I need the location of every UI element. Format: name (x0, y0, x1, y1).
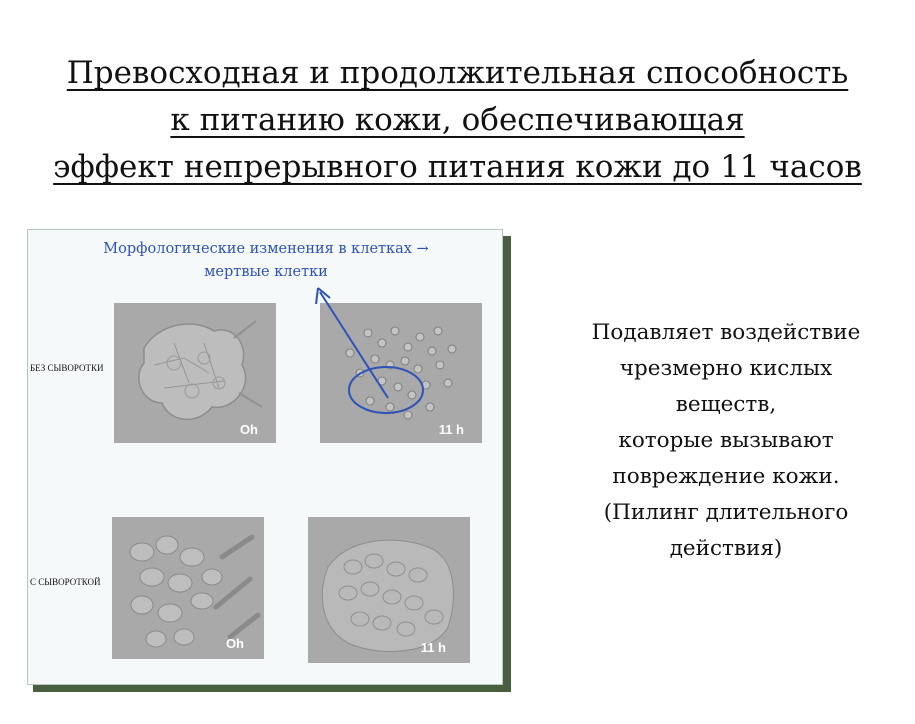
time-label-11h: 11 h (420, 640, 446, 655)
annotation-overlay (28, 230, 504, 686)
title-line: эффект непрерывного питания кожи до 11 часов (53, 149, 862, 185)
time-label-0h: Oh (225, 636, 244, 651)
slide-title (0, 50, 915, 191)
time-label-11h: 11 h (438, 422, 464, 437)
title-line: Превосходная и продолжительная способность (66, 55, 849, 91)
arrow-line (320, 292, 388, 398)
micrograph-figure (27, 229, 503, 685)
row-label-with-serum: С СЫВОРОТКОЙ (30, 577, 101, 587)
highlight-ellipse (349, 367, 423, 413)
time-label-0h: Oh (239, 422, 258, 437)
caption-line: мертвые клетки (204, 264, 328, 280)
title-line: к питанию кожи, обеспечивающая (170, 102, 745, 138)
row-label-without-serum: БЕЗ СЫВОРОТКИ (30, 363, 104, 373)
description-text: Подавляет воздействие чрезмерно кислых веществ, которые вызывают повреждение кожи. (Пилинг длительного действия) (591, 320, 861, 561)
caption-line: Морфологические изменения в клетках → (103, 241, 429, 257)
